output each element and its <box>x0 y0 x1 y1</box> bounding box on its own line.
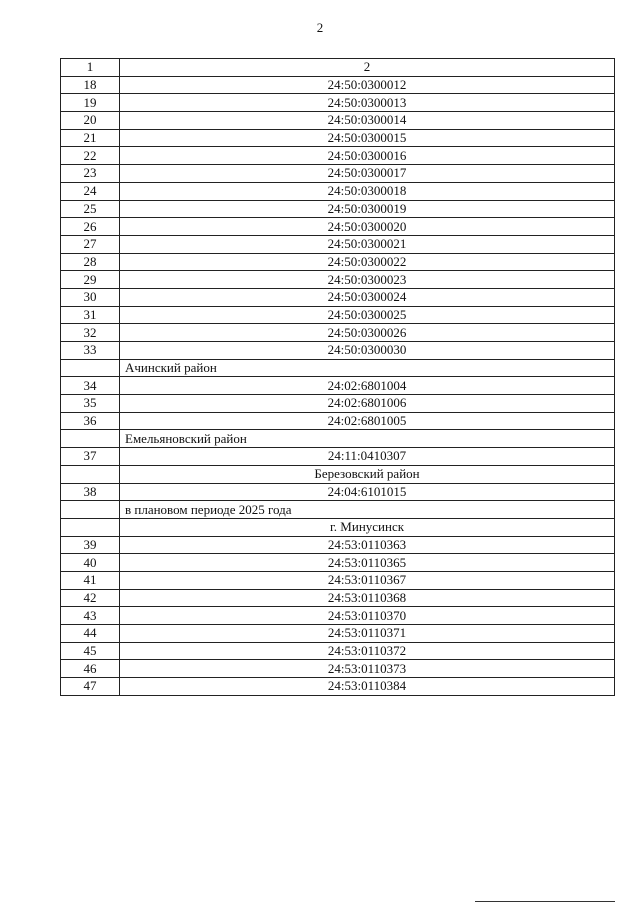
cadastral-number: 24:11:0410307 <box>120 448 615 466</box>
cadastral-number: 24:50:0300012 <box>120 76 615 94</box>
section-empty-cell <box>61 430 120 448</box>
table-row <box>61 589 615 607</box>
row-number: 44 <box>61 625 120 643</box>
section-label: Ачинский район <box>120 359 615 377</box>
table-row <box>61 288 615 306</box>
row-number: 40 <box>61 554 120 572</box>
table-row <box>61 165 615 183</box>
section-row <box>61 518 615 536</box>
row-number: 45 <box>61 642 120 660</box>
row-number: 23 <box>61 165 120 183</box>
table-row <box>61 76 615 94</box>
cadastral-number: 24:50:0300022 <box>120 253 615 271</box>
table-row <box>61 129 615 147</box>
row-number: 20 <box>61 112 120 130</box>
row-number: 39 <box>61 536 120 554</box>
row-number: 38 <box>61 483 120 501</box>
table-row <box>61 324 615 342</box>
table-row <box>61 625 615 643</box>
row-number: 19 <box>61 94 120 112</box>
row-number: 24 <box>61 182 120 200</box>
table-row <box>61 483 615 501</box>
row-number: 27 <box>61 235 120 253</box>
table-row <box>61 235 615 253</box>
cadastral-number: 24:50:0300019 <box>120 200 615 218</box>
cadastral-number: 24:50:0300020 <box>120 218 615 236</box>
row-number: 21 <box>61 129 120 147</box>
row-number: 29 <box>61 271 120 289</box>
row-number: 47 <box>61 678 120 696</box>
table-row <box>61 412 615 430</box>
table-row <box>61 571 615 589</box>
table-row <box>61 607 615 625</box>
table-row <box>61 253 615 271</box>
row-number: 46 <box>61 660 120 678</box>
cadastral-number: 24:53:0110371 <box>120 625 615 643</box>
table-row <box>61 306 615 324</box>
row-number: 42 <box>61 589 120 607</box>
row-number: 30 <box>61 288 120 306</box>
cadastral-number: 24:50:0300014 <box>120 112 615 130</box>
section-row <box>61 430 615 448</box>
header-col-2: 2 <box>120 59 615 77</box>
cadastral-number: 24:53:0110367 <box>120 571 615 589</box>
table-row <box>61 554 615 572</box>
cadastral-number: 24:53:0110384 <box>120 678 615 696</box>
row-number: 32 <box>61 324 120 342</box>
section-row <box>61 501 615 519</box>
section-empty-cell <box>61 465 120 483</box>
cadastral-number: 24:02:6801004 <box>120 377 615 395</box>
row-number: 26 <box>61 218 120 236</box>
section-row <box>61 465 615 483</box>
row-number: 43 <box>61 607 120 625</box>
page-number: 2 <box>316 20 324 35</box>
cadastral-number: 24:50:0300023 <box>120 271 615 289</box>
cadastral-number: 24:50:0300013 <box>120 94 615 112</box>
table-row <box>61 342 615 360</box>
row-number: 35 <box>61 395 120 413</box>
cadastral-number: 24:50:0300021 <box>120 235 615 253</box>
cadastral-table <box>60 58 615 696</box>
section-row <box>61 359 615 377</box>
table-row <box>61 678 615 696</box>
header-col-1: 1 <box>61 59 120 77</box>
row-number: 22 <box>61 147 120 165</box>
row-number: 36 <box>61 412 120 430</box>
cadastral-number: 24:04:6101015 <box>120 483 615 501</box>
table-row <box>61 271 615 289</box>
row-number: 37 <box>61 448 120 466</box>
row-number: 25 <box>61 200 120 218</box>
table-row <box>61 94 615 112</box>
cadastral-number: 24:50:0300016 <box>120 147 615 165</box>
table-row <box>61 377 615 395</box>
cadastral-number: 24:53:0110370 <box>120 607 615 625</box>
footer-line <box>475 901 615 902</box>
cadastral-number: 24:50:0300018 <box>120 182 615 200</box>
table-row <box>61 147 615 165</box>
row-number: 41 <box>61 571 120 589</box>
cadastral-number: 24:02:6801005 <box>120 412 615 430</box>
cadastral-number: 24:50:0300030 <box>120 342 615 360</box>
cadastral-number: 24:53:0110365 <box>120 554 615 572</box>
section-label: Березовский район <box>120 465 615 483</box>
section-label: в плановом периоде 2025 года <box>120 501 615 519</box>
row-number: 34 <box>61 377 120 395</box>
table-row <box>61 182 615 200</box>
section-empty-cell <box>61 359 120 377</box>
cadastral-number: 24:50:0300025 <box>120 306 615 324</box>
table-row <box>61 448 615 466</box>
table-row <box>61 642 615 660</box>
table-row <box>61 200 615 218</box>
section-label: Емельяновский район <box>120 430 615 448</box>
cadastral-number: 24:53:0110363 <box>120 536 615 554</box>
cadastral-number: 24:53:0110373 <box>120 660 615 678</box>
row-number: 31 <box>61 306 120 324</box>
cadastral-number: 24:53:0110368 <box>120 589 615 607</box>
table-row <box>61 218 615 236</box>
cadastral-number: 24:50:0300024 <box>120 288 615 306</box>
cadastral-number: 24:50:0300026 <box>120 324 615 342</box>
table-row <box>61 112 615 130</box>
cadastral-number: 24:50:0300015 <box>120 129 615 147</box>
section-empty-cell <box>61 501 120 519</box>
row-number: 28 <box>61 253 120 271</box>
cadastral-number: 24:50:0300017 <box>120 165 615 183</box>
table-row <box>61 536 615 554</box>
section-empty-cell <box>61 518 120 536</box>
row-number: 18 <box>61 76 120 94</box>
cadastral-number: 24:53:0110372 <box>120 642 615 660</box>
table-row <box>61 660 615 678</box>
table-header-row <box>61 59 615 77</box>
cadastral-number: 24:02:6801006 <box>120 395 615 413</box>
row-number: 33 <box>61 342 120 360</box>
section-label: г. Минусинск <box>120 518 615 536</box>
table-row <box>61 395 615 413</box>
